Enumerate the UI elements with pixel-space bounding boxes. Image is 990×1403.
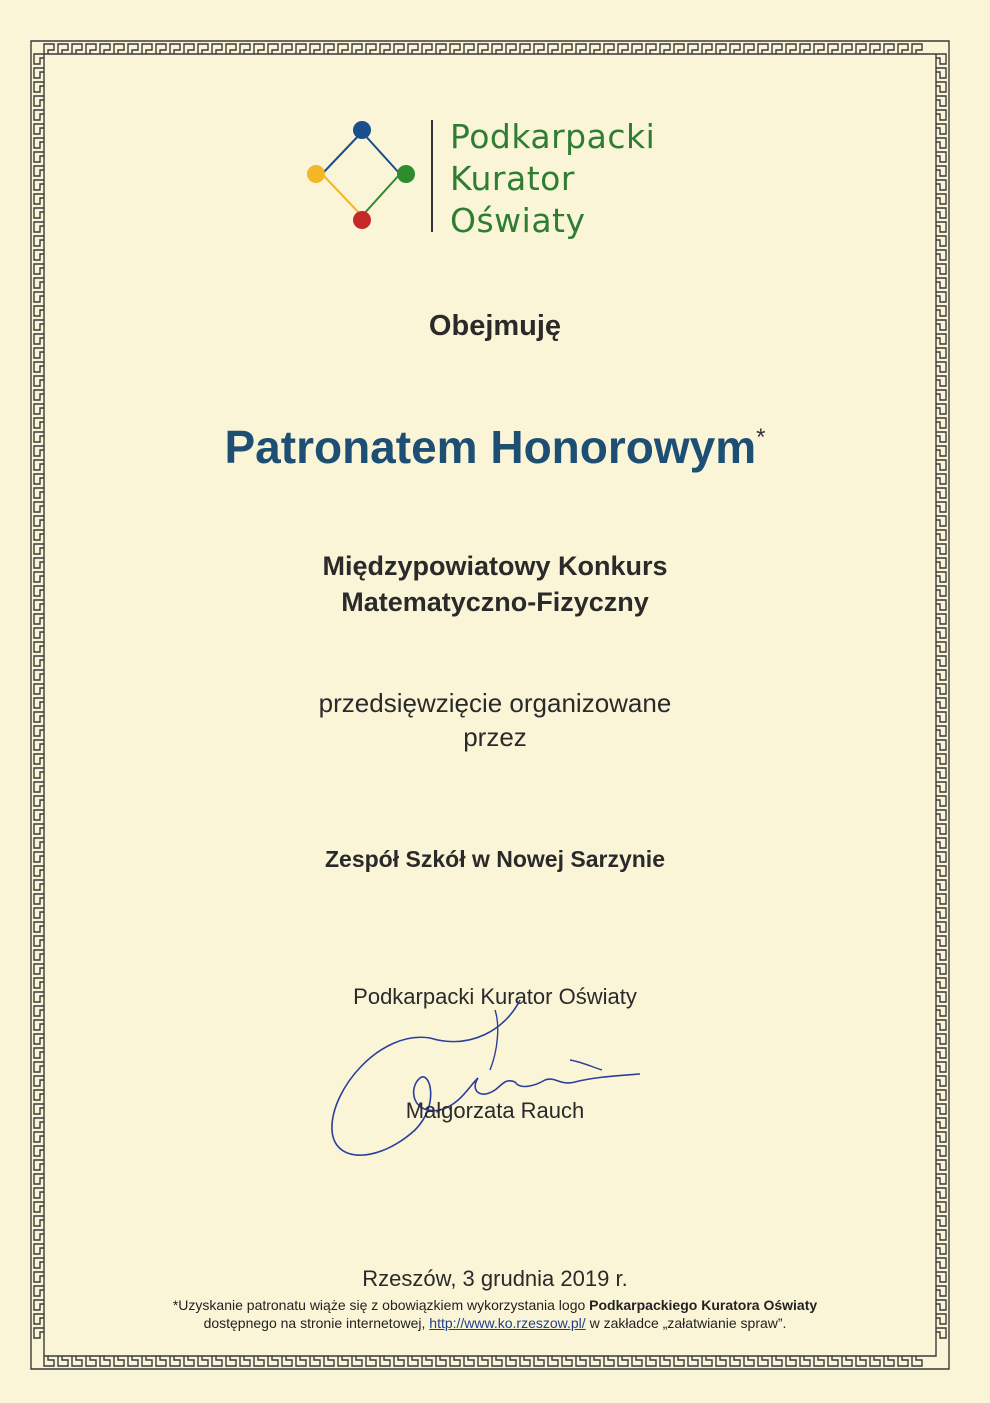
- organized-line-1: przedsięwzięcie organizowane: [318, 688, 672, 718]
- contest-name-line-2: Matematyczno-Fizyczny: [341, 587, 649, 617]
- contest-name-line-1: Międzypowiatowy Konkurs: [322, 551, 668, 581]
- organized-line-2: przez: [463, 722, 527, 752]
- footnote-text-1: *Uzyskanie patronatu wiąże się z obowiązkiem wykorzystania logo: [172, 1297, 590, 1313]
- footnote-text-3: w zakładce „załatwianie spraw”.: [585, 1315, 787, 1331]
- website-link[interactable]: http://www.ko.rzeszow.pl/: [429, 1315, 586, 1331]
- certificate-title: [0, 420, 990, 474]
- footnote-line-2: [0, 1315, 990, 1331]
- issue-date: Rzeszów, 3 grudnia 2019 r.: [362, 1266, 628, 1291]
- footnote-bold: Podkarpackiego Kuratora Oświaty: [589, 1297, 818, 1313]
- footnote-text-2: dostępnego na stronie internetowej,: [203, 1315, 430, 1331]
- logo-divider: [431, 120, 433, 232]
- footnote-line-1: [0, 1297, 990, 1313]
- title-footnote-mark: *: [756, 424, 766, 451]
- organized-by-text: [0, 686, 990, 754]
- organizer-name: Zespół Szkół w Nowej Sarzynie: [325, 846, 665, 872]
- title-text: Patronatem Honorowym: [224, 421, 757, 473]
- heading: Obejmuję: [428, 310, 562, 342]
- signatory-role: Podkarpacki Kurator Oświaty: [353, 984, 637, 1009]
- logo-text-line-3: Oświaty: [450, 201, 586, 240]
- logo-text-line-2: Kurator: [450, 159, 575, 198]
- signatory-name: Małgorzata Rauch: [405, 1098, 585, 1123]
- handwritten-signature: [320, 990, 660, 1170]
- contest-name: [0, 548, 990, 620]
- logo-text: [450, 116, 655, 242]
- kurator-logo-mark: [302, 116, 432, 246]
- logo-text-line-1: Podkarpacki: [450, 117, 656, 156]
